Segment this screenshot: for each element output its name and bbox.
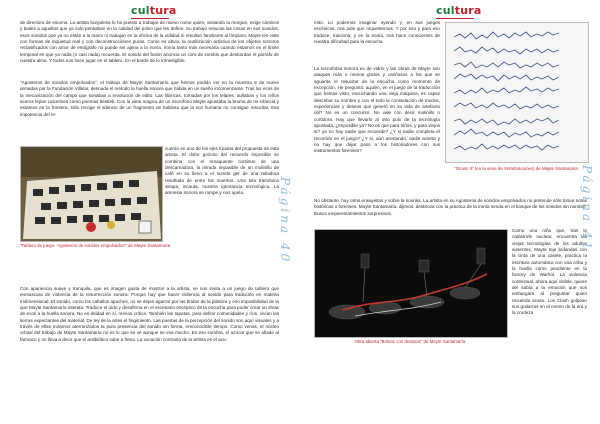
ocaso-artwork-photo [445, 22, 589, 163]
right-page [300, 0, 600, 424]
page-number: Página 40 [278, 177, 292, 265]
game-board-photo [20, 146, 163, 242]
game-board-caption: "Tablero de juego. 'Agosteros de sonidos empolvados'" de Mayte Santamaría [20, 243, 171, 248]
article-paragraph-3: cuerdo en uno de los ejes lúcidos del propuesta de esta artista. El dolor gozoso del recuerdo imposible se combina con el renaquente continuo de una descarnadora, la mirada impasible de un molinillo de café en su lleno a el sonido ger de una reiladora resultada de entre los muertos. Una tela tramónica atrapa, incauta, nuestra ignorancia tecnológica. La amnesia sonora se rompe y nos apela. [165, 146, 279, 196]
article-paragraph-1: de directora de escena. La artista burgalesa lo ha puesto a trabajar de nuevo como quien, visitando la morgue, exige cánticos y bailes a aquellos que ya solo pensaban en la calidad del polvo que les define. Su trabajo resucita las cosas en sus sonidos, esos sonidos que ya no están a la mano ni trabajan en la oficina de la utilidad ni resultan familiares al límpiaro. Mayte les viste con formas de inquietud real y con deconstrucciones puras. Como es obvio, la reutilización artística de los objetos sonoros reclasificados con amor de entógrafo no puede ser ajena a la ironía, ironía tanto más necesaria cuando estamos en el límite temporal en que ya nada (o casi nada) recuerda. El sonido del botón anuncia un coro de zombis que desbordan el párrafo de nuestra alma. Y todos nos hace jugar en el tablero. En el borde de lo irrintelígible. [20, 20, 279, 64]
article-paragraph-4: Como una niña que, tras la catástrofe nuclear, encuentra las viejas tecnologías de los adultos ausentes, Mayte teje bufandas con la cinta de una casete, practica la escritura automática con una criba y la huella como pendiente en la factory de Warhol. La violencia contextual, ahora aquí visible, quiere del sabía a la emoción que nos embargará al preguntar quien recuerda acaso. Los Clash golpean sus guitarras en el centro de la era y la crudeza [512, 228, 587, 316]
logo-underline [436, 18, 474, 19]
cultura-logo: cultura [131, 4, 177, 17]
cultura-logo: cultura [436, 4, 482, 17]
article-paragraph-1: mito. Lo podemos imaginar oyendo y, en sus juegos escénicos, nos pide que orquestemos. Y por eso y para eso traduce, traiciona, y en la ironía, nos hace conscientes de nuestra dificultad para la escucha. [314, 20, 440, 45]
bags-caption: Obra abierta "Bolsas con destinos" de Mayte Santamaría [354, 339, 466, 344]
ocaso-wave-lines [446, 23, 588, 162]
logo-underline [131, 18, 169, 19]
bags-illustration [315, 230, 507, 337]
article-paragraph-4: Con apariencia suave y tranquila, que es imagen gusta de mostrar a la artista, se nos invita a un juego de tablero que enmascara de violencia de la resurrección sonora. Porque hay que hacer violencia al sonido para traducirlo en materia tridimensional. El sonido, como los caballos apaches, no se dejan agarrar por las bridas de la plástica y eso imposibilidad de la que Mayte Santamaría interato. Traduce el oído y desafirma en el escenario escéptico de la escucha para poder crear un show de ecos a la huella sonora. No es deidad en sí, menos crítica. También las tapatas, para definir comunidades y ríos, vivían las tierras expectantes del material. De ley de la artes el fingimiento. Las puertas de la percepción del sonido son aquí visuales y a través de ellas miramos aterrorizados la pura presencia del sonido sin forma, irreconocible tiempo. Como venas, el núcleo orbital del trabajo de Mayte Santamaría no es lo que se ve aunque se vea mucho. Es eso sombra, el azúcar que se afiade al fármaco y no lleva a decir que el antibiótico sabe a fresa. La vocación contraria de la artista es el acu- [20, 286, 279, 342]
ocaso-caption: "Ocaso II" (en la serie de Vertebraciones) de Mayte Santamaría [454, 166, 578, 171]
article-paragraph-2: "Agosteros de sonidos empolvados", el trabajo de Mayte Santamaría que hemos podido ver en la muestra 9 de nueve armadas por la Fundación Villalar, desnuda el método la huella sonora que habita en un sueño incomenzante. Tras los ecos de la mecanización del campo que sonaban a revolución de edito. Las fábricas, tornadas por los telares, aullaban y los niños aceros tejían calcetines como poemas bestiek. Con la vieta mágica de un microfono Mayte apuntaba la bruma de mi infancia y estamos en la frontera, sólo recoge el silencio de un fragmento de baldosa que la voz humana no consigue resucitar. Esa impotencia del re- [20, 80, 279, 117]
game-board-illustration [21, 147, 162, 241]
page-number: Página 41 [580, 165, 594, 253]
bags-artwork-photo [314, 229, 508, 338]
article-paragraph-2: La tecnofobia sonora es de vidrio y las obras de Mayte son ataques más o menos gratos y cariñosos a los que se aguanta el resucitar de la escucha como momento de excepción. He preguntó: aquién, en el juego de la traducción que hemos visto, escuchando una vieja máquina, es capaz descebar su nombre y con el todo la constelación de modos, experiencias y deseos que generó en su vida de artefacto útil? No es un concurso. No vale con decir molinillo o cortidora. Hay que llevarlo al otro polo de la tecnología apostada. ¿Imposible ya? No es que para niños, y para viejos sí? ya no hay nadie que recuerde? ¿Y si nadie completa el recorrido en el juego? ¿Y si, aún acertando, nadie acierta y no hay que dejar paso a los historiadores con sus instrumentos forenses? [314, 66, 440, 154]
article-paragraph-3: No obstante, hay otros ensayistas y sobre la sonrisa. La artista en su Agosteros de sonidos empolvados no pretende sólo tomar notas históricas o forenses. Mayte Santamaría, dijimos, desbroza con la práctica de la ironía senda en el bosque de los sonidos sin nombre. Busca emparentamientos sorpresivos. [314, 198, 587, 216]
